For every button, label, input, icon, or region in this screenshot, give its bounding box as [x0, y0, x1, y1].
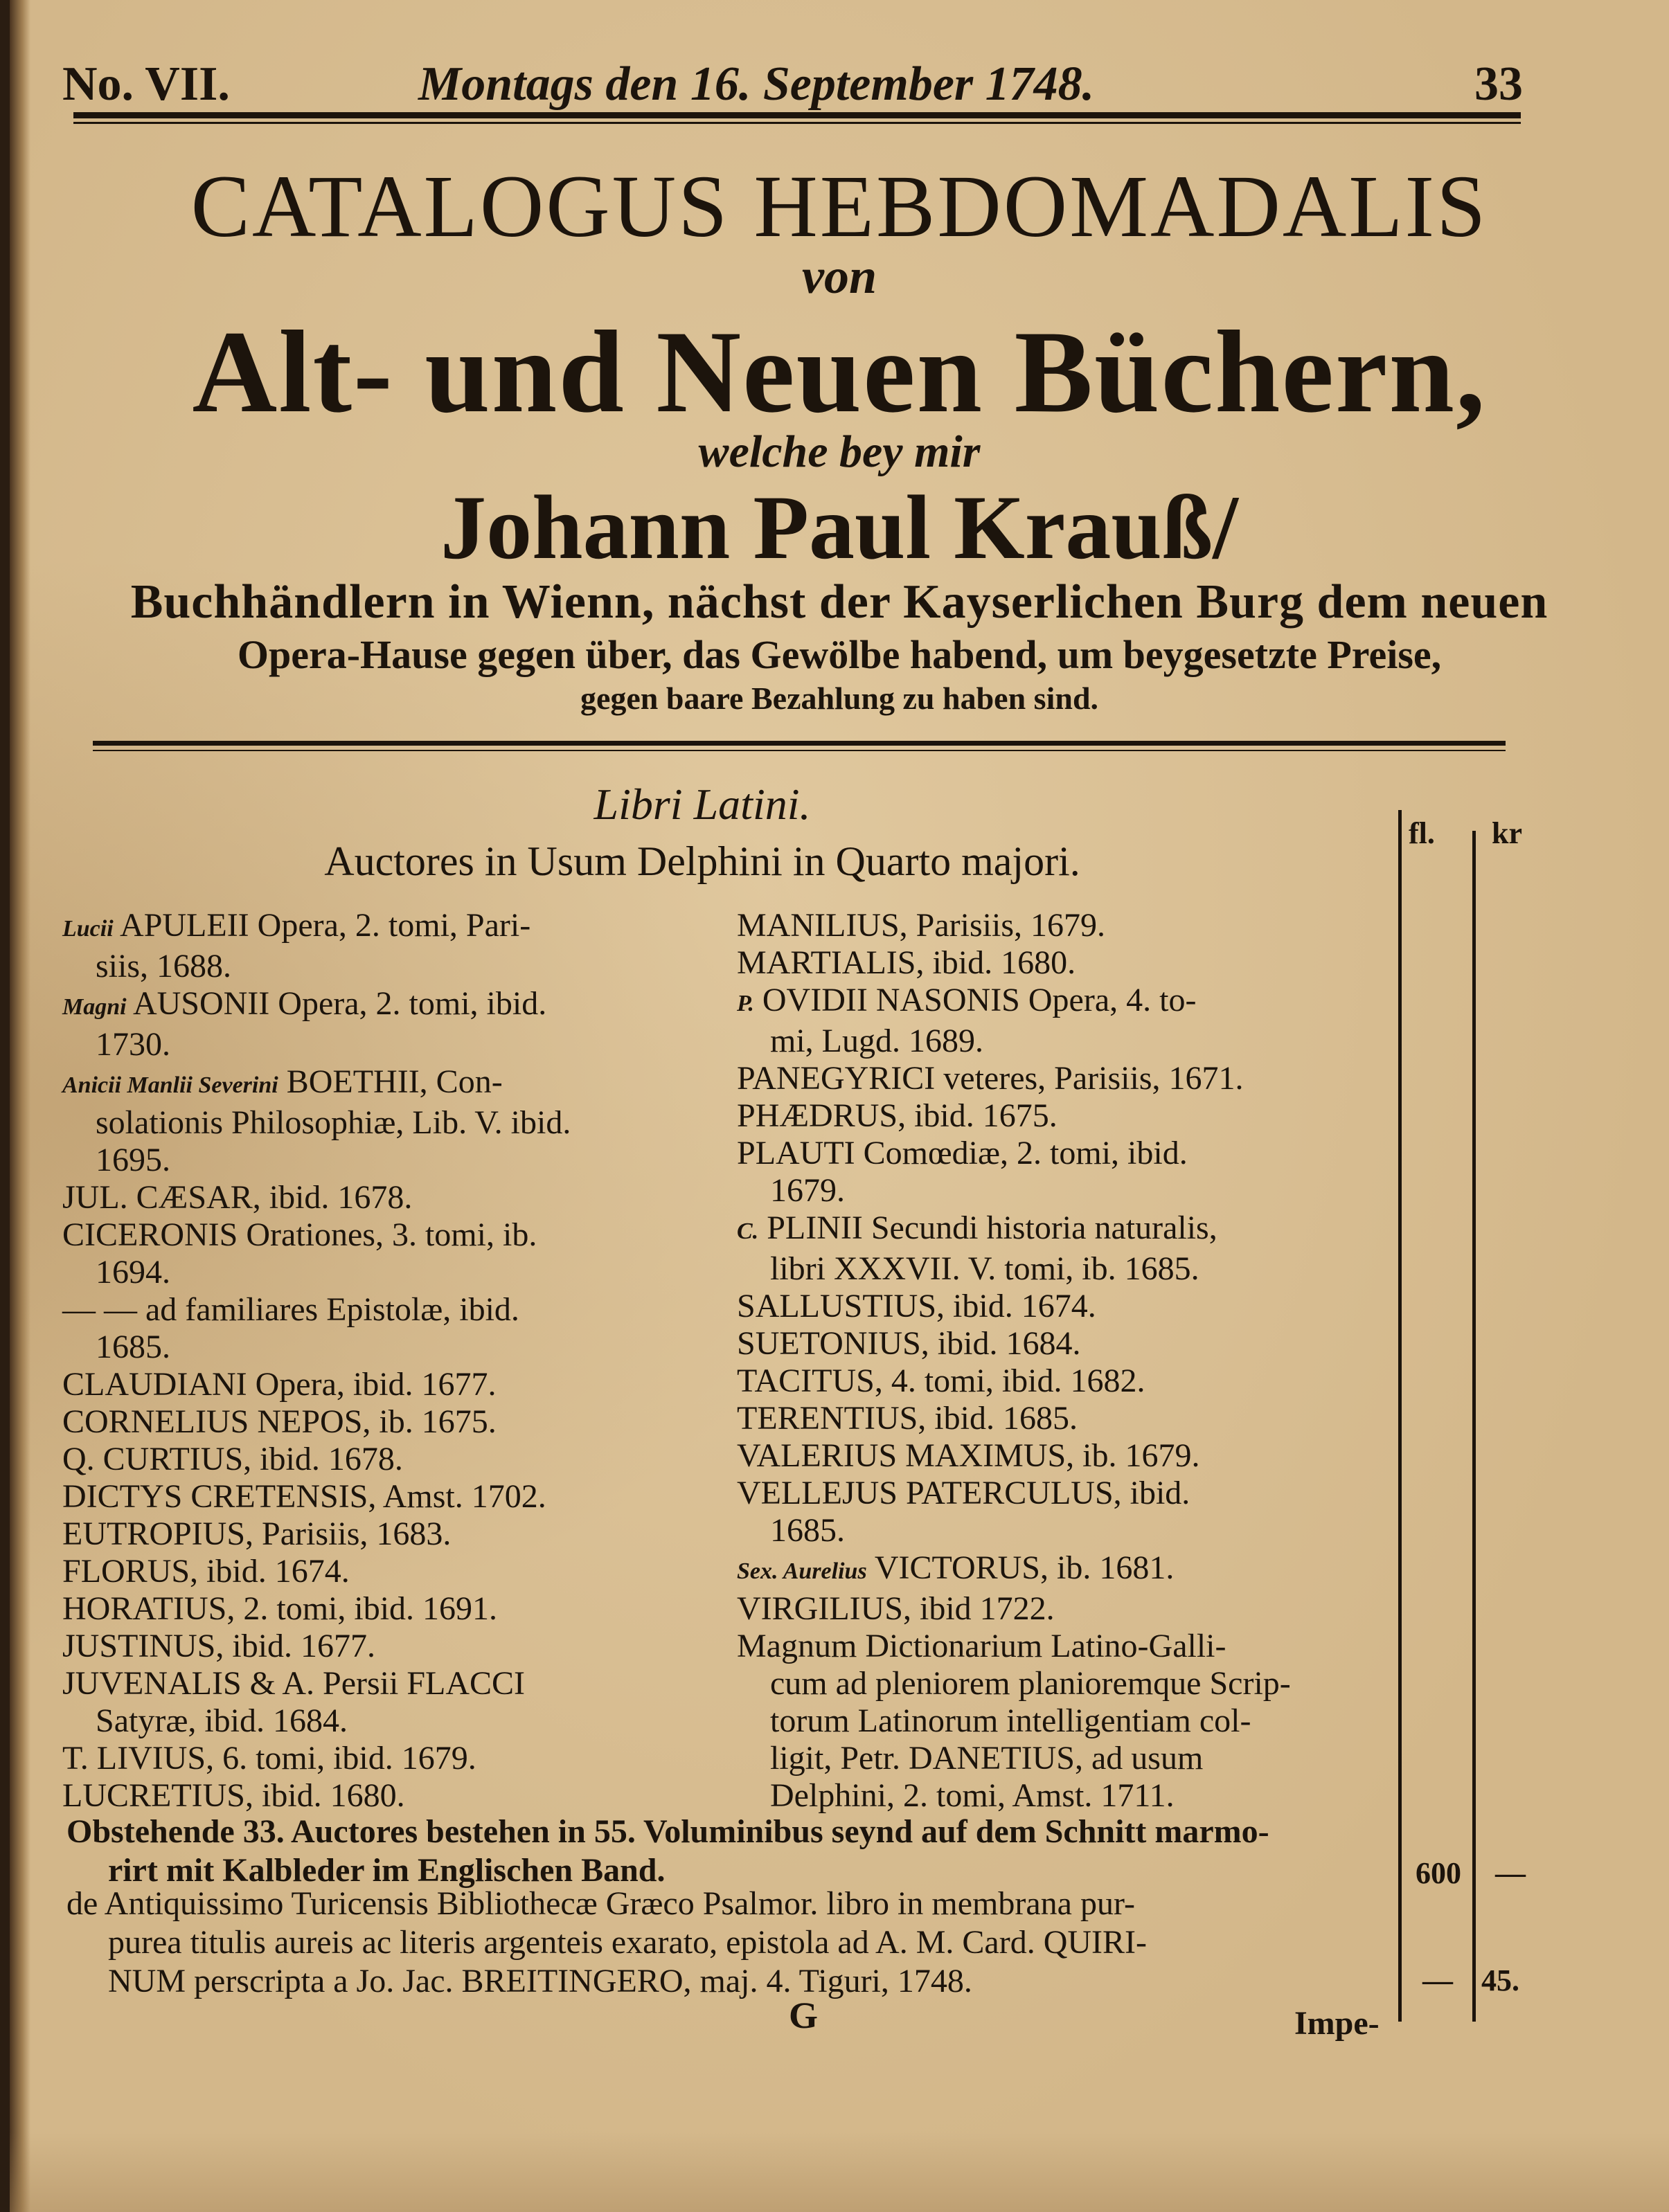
catalogue-entry	[737, 1777, 1402, 1815]
breitinger-entry	[66, 1885, 1396, 2001]
bookseller-name: Johann Paul Krauß/	[440, 476, 1238, 578]
catalogue-entry	[62, 1590, 727, 1628]
summary-paragraph	[66, 1813, 1396, 1890]
catalogue-entry	[62, 1516, 727, 1553]
entry-text: VALERIUS MAXIMUS, ib. 1679.	[737, 1437, 1200, 1474]
entry-text: LUCRETIUS, ibid. 1680.	[62, 1777, 405, 1814]
catalogue-entry	[737, 1665, 1402, 1702]
summary-line: Obstehende 33. Auctores bestehen in 55. Voluminibus seynd auf dem Schnitt marmo-	[66, 1813, 1269, 1850]
catalogue-entry	[62, 1740, 727, 1777]
catalogue-entry	[62, 1329, 727, 1366]
entry-text: TACITUS, 4. tomi, ibid. 1682.	[737, 1363, 1145, 1399]
entry-text: siis, 1688.	[96, 948, 232, 984]
title-books: Alt- und Neuen Büchern,	[192, 307, 1487, 437]
entry-text: 1679.	[770, 1172, 845, 1209]
page-bottom-shade	[10, 2132, 1669, 2212]
entry-text: DICTYS CRETENSIS, Amst. 1702.	[62, 1478, 546, 1515]
entry-prefix: Magni	[62, 994, 127, 1020]
catalogue-entry	[737, 1475, 1402, 1512]
catalogue-entry	[62, 1291, 727, 1329]
catalogue-entry	[62, 1478, 727, 1516]
price-column-kr-header: kr	[1492, 816, 1522, 850]
summary-price-fl: 600	[1416, 1856, 1461, 1890]
catalogue-entry	[737, 1549, 1402, 1590]
page-number: 33	[1474, 57, 1523, 111]
catalogue-entry	[737, 1437, 1402, 1475]
catalogue-entry	[737, 1097, 1402, 1135]
entry-prefix: Sex. Aurelius	[737, 1558, 867, 1584]
entry-text: 1685.	[96, 1329, 170, 1365]
entry-text: MARTIALIS, ibid. 1680.	[737, 944, 1076, 981]
catalogue-entry	[737, 1023, 1402, 1060]
catalogue-entry	[737, 1172, 1402, 1210]
entry-text: HORATIUS, 2. tomi, ibid. 1691.	[62, 1590, 498, 1627]
address-line-3: gegen baare Bezahlung zu haben sind.	[580, 681, 1099, 716]
summary-price-kr: —	[1495, 1856, 1526, 1890]
entry-text: libri XXXVII. V. tomi, ib. 1685.	[770, 1250, 1199, 1287]
section-subtitle: Auctores in Usum Delphini in Quarto majori.	[324, 838, 1080, 884]
breitinger-price-kr: 45.	[1481, 1963, 1519, 1997]
catalogue-entry	[737, 1628, 1402, 1665]
catalogue-entry	[737, 1363, 1402, 1400]
catalogue-entry	[737, 944, 1402, 982]
entry-text: — — ad familiares Epistolæ, ibid.	[62, 1291, 519, 1328]
entry-text: SUETONIUS, ibid. 1684.	[737, 1325, 1081, 1362]
entry-text: JUVENALIS & A. Persii FLACCI	[62, 1665, 526, 1702]
entry-text: SALLUSTIUS, ibid. 1674.	[737, 1288, 1096, 1324]
entry-text: torum Latinorum intelligentiam col-	[770, 1702, 1251, 1739]
entry-text: PHÆDRUS, ibid. 1675.	[737, 1097, 1057, 1134]
catalogue-title: CATALOGUS HEBDOMADALIS	[190, 157, 1488, 255]
catalogue-entry	[62, 1104, 727, 1142]
entry-text: ligit, Petr. DANETIUS, ad usum	[770, 1740, 1204, 1777]
catalogue-entry	[62, 1366, 727, 1403]
catalogue-entry	[62, 907, 727, 948]
catalogue-entry	[737, 907, 1402, 944]
right-entry-column	[737, 907, 1402, 1815]
catalogue-entry	[62, 1063, 727, 1104]
entry-text: PLINII Secundi historia naturalis,	[767, 1210, 1217, 1246]
breitinger-price-fl: —	[1422, 1963, 1453, 1997]
price-column-fl-header: fl.	[1409, 816, 1435, 850]
entry-prefix: Anicii Manlii Severini	[62, 1072, 278, 1098]
price-column-rule-middle	[1472, 831, 1476, 2022]
entry-text: VIRGILIUS, ibid 1722.	[737, 1590, 1055, 1627]
entry-text: FLORUS, ibid. 1674.	[62, 1553, 350, 1590]
entry-text: APULEII Opera, 2. tomi, Pari-	[120, 907, 531, 944]
catalogue-entry	[737, 1512, 1402, 1549]
entry-text: 1685.	[770, 1512, 845, 1549]
breitinger-line: NUM perscripta a Jo. Jac. BREITINGERO, maj. 4. Tiguri, 1748.	[108, 1963, 972, 1999]
address-line-2: Opera-Hause gegen über, das Gewölbe habend, um beygesetzte Preise,	[237, 632, 1442, 677]
catalogue-entry	[62, 985, 727, 1026]
entry-text: 1694.	[96, 1254, 170, 1291]
catalogue-entry	[62, 1553, 727, 1590]
catalogue-entry	[737, 1288, 1402, 1325]
catalogue-page	[10, 0, 1669, 2212]
entry-text: cum ad pleniorem planioremque Scrip-	[770, 1665, 1291, 1702]
catalogue-entry	[737, 1702, 1402, 1740]
catalogue-entry	[62, 1403, 727, 1441]
catalogue-entry	[737, 1250, 1402, 1288]
catalogue-entry	[737, 1325, 1402, 1363]
entry-text: VELLEJUS PATERCULUS, ibid.	[737, 1475, 1190, 1511]
catalogue-entry	[62, 1026, 727, 1063]
entry-text: OVIDII NASONIS Opera, 4. to-	[762, 982, 1197, 1018]
catalogue-entry	[737, 982, 1402, 1023]
entry-text: VICTORUS, ib. 1681.	[874, 1549, 1175, 1586]
title-von: von	[802, 249, 877, 304]
catalogue-entry	[62, 1216, 727, 1254]
entry-text: BOETHII, Con-	[286, 1063, 503, 1100]
signature-mark: G	[789, 1995, 819, 2036]
entry-text: mi, Lugd. 1689.	[770, 1023, 983, 1059]
entry-text: Satyræ, ibid. 1684.	[96, 1702, 348, 1739]
issue-number: No. VII.	[62, 57, 230, 111]
entry-text: Delphini, 2. tomi, Amst. 1711.	[770, 1777, 1175, 1814]
entry-prefix: Lucii	[62, 916, 114, 942]
title-rule	[93, 741, 1506, 746]
entry-text: MANILIUS, Parisiis, 1679.	[737, 907, 1106, 944]
entry-text: AUSONII Opera, 2. tomi, ibid.	[132, 985, 547, 1022]
catalogue-entry	[737, 1210, 1402, 1250]
entry-prefix: P.	[737, 991, 754, 1016]
catalogue-entry	[737, 1590, 1402, 1628]
catalogue-entry	[62, 1777, 727, 1815]
entry-text: JUSTINUS, ibid. 1677.	[62, 1628, 376, 1664]
entry-text: TERENTIUS, ibid. 1685.	[737, 1400, 1078, 1437]
entry-text: CICERONIS Orationes, 3. tomi, ib.	[62, 1216, 537, 1253]
entry-text: PLAUTI Comœdiæ, 2. tomi, ibid.	[737, 1135, 1188, 1171]
entry-text: T. LIVIUS, 6. tomi, ibid. 1679.	[62, 1740, 476, 1777]
breitinger-line: purea titulis aureis ac literis argenteis exarato, epistola ad A. M. Card. QUIRI-	[108, 1924, 1147, 1961]
catalogue-entry	[62, 1142, 727, 1179]
catalogue-entry	[737, 1400, 1402, 1437]
catalogue-entry	[62, 1702, 727, 1740]
catalogue-entry	[62, 1665, 727, 1702]
catalogue-entry	[62, 1441, 727, 1478]
header-rule	[73, 112, 1521, 118]
summary-line: rirt mit Kalbleder im Englischen Band.	[108, 1852, 666, 1889]
title-welche: welche bey mir	[698, 426, 981, 477]
entry-prefix: C.	[737, 1219, 759, 1244]
entry-text: CORNELIUS NEPOS, ib. 1675.	[62, 1403, 497, 1440]
catalogue-entry	[62, 1254, 727, 1291]
entry-text: 1730.	[96, 1026, 170, 1063]
entry-text: EUTROPIUS, Parisiis, 1683.	[62, 1516, 452, 1552]
left-entry-column	[62, 907, 727, 1815]
title-rule-thin	[93, 750, 1506, 751]
section-title: Libri Latini.	[593, 780, 811, 829]
entry-text: JUL. CÆSAR, ibid. 1678.	[62, 1179, 413, 1216]
entry-text: PANEGYRICI veteres, Parisiis, 1671.	[737, 1060, 1244, 1097]
entry-text: CLAUDIANI Opera, ibid. 1677.	[62, 1366, 497, 1403]
breitinger-line: de Antiquissimo Turicensis Bibliothecæ Græco Psalmor. libro in membrana pur-	[66, 1885, 1135, 1922]
entry-text: 1695.	[96, 1142, 170, 1178]
entry-text: Q. CURTIUS, ibid. 1678.	[62, 1441, 403, 1477]
issue-date: Montags den 16. September 1748.	[418, 57, 1095, 111]
catalogue-entry	[737, 1060, 1402, 1097]
address-line-1: Buchhändlern in Wienn, nächst der Kayserlichen Burg dem neuen	[130, 575, 1548, 629]
catchword: Impe-	[1294, 2005, 1380, 2042]
entry-text: Magnum Dictionarium Latino-Galli-	[737, 1628, 1226, 1664]
catalogue-entry	[62, 1179, 727, 1216]
catalogue-entry	[737, 1740, 1402, 1777]
entry-text: solationis Philosophiæ, Lib. V. ibid.	[96, 1104, 571, 1141]
catalogue-entry	[62, 1628, 727, 1665]
catalogue-entry	[737, 1135, 1402, 1172]
header-rule-thin	[73, 122, 1521, 124]
catalogue-entry	[62, 948, 727, 985]
